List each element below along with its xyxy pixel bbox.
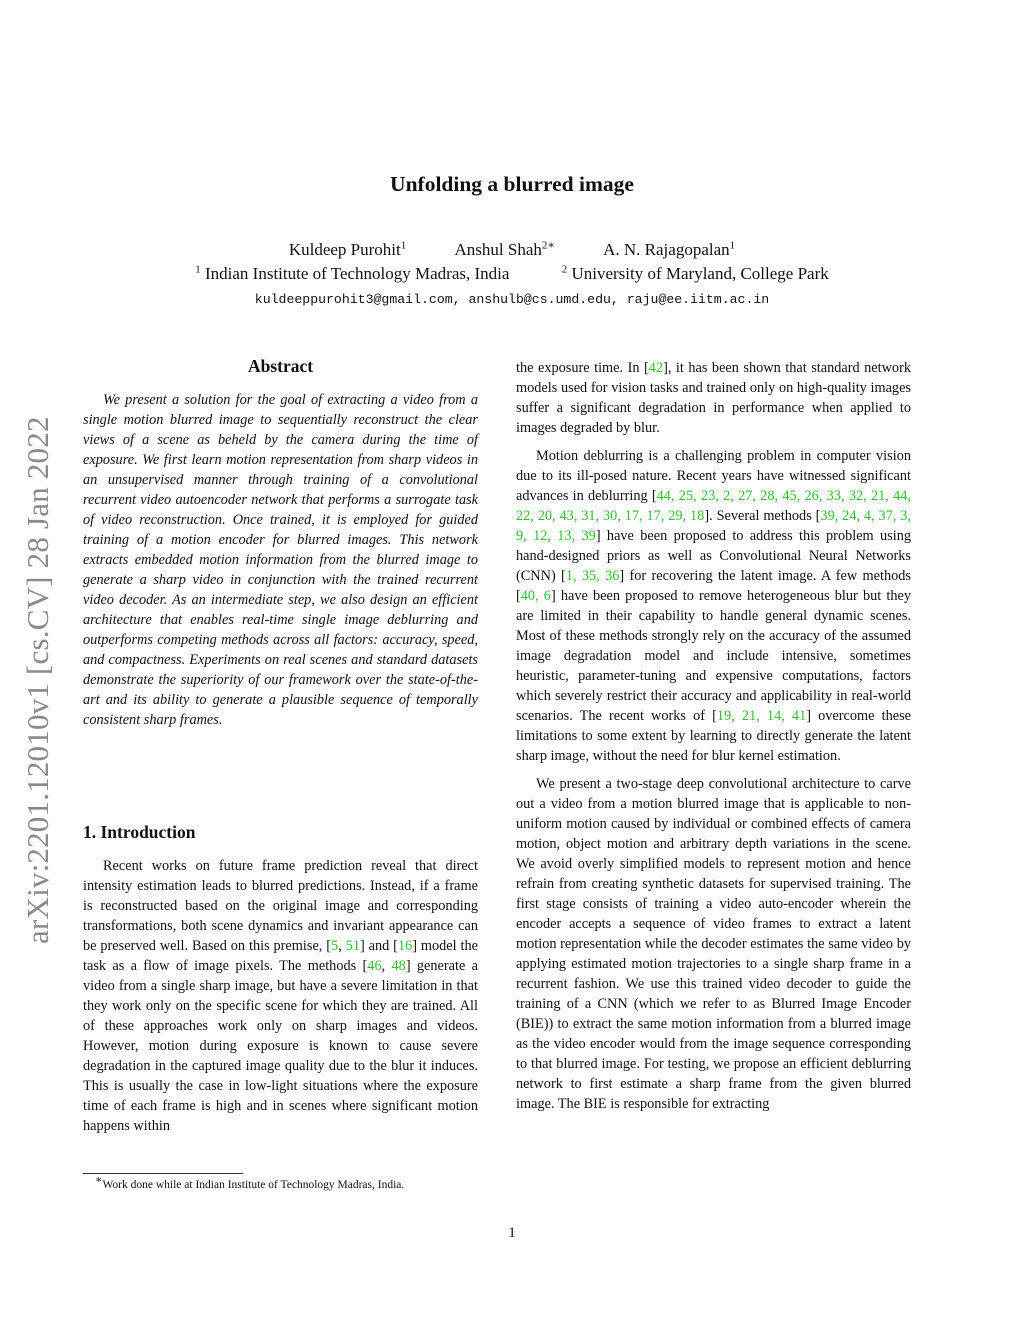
footnote-rule	[83, 1173, 243, 1174]
abstract-section	[83, 356, 478, 730]
author: A. N. Rajagopalan$^1$	[603, 239, 736, 259]
page-number: 1	[508, 1225, 516, 1241]
citation-links[interactable]: 44, 25, 23, 2, 27, 28, 45, 26, 33, 32, 21, 44, 22, 20, 43, 31, 30, 17, 17, 29, 18	[516, 488, 911, 524]
body-paragraph: Motion deblurring is a challenging problem in computer vision due to its ill-posed nature. Recent years have witnessed significant advances in deblurring [44, 25, 23, 2, 27, 28, 45, 26, 33, 32, 21, 44, 22, 20, 43, 31, 30, 17, 17, 29, 18]. Several methods [39, 24, 4, 37, 3, 9, 12, 13, 39] have been proposed to address this problem using hand-designed priors as well as Convolutional Neural Networks (CNN) [1, 35, 36] for recovering the latent image. A few methods [40, 6] have been proposed to remove heterogeneous blur but they are limited in their capability to handle general dynamic scenes. Most of these methods strongly rely on the accuracy of the assumed image degradation model and include intensive, sometimes heuristic, parameter-tuning and expensive computations, factors which severely restrict their accuracy and applicability in real-world scenarios. The recent works of [19, 21, 14, 41] overcome these limitations to some extent by learning to directly generate the latent sharp image, without the need for blur kernel estimation.	[516, 448, 912, 764]
introduction-paragraph: Recent works on future frame prediction reveal that direct intensity estimation leads to blurred predictions. Instead, if a frame is reconstructed based on the original image and corresponding transformations, both scene dynamics and invariant appearance can be preserved well. Based on this premise, [5, 51] and [16] model the task as a flow of image pixels. The methods [46, 48] generate a video from a single sharp image, but have a severe limitation in that they work only on the specific scene for which they are trained. All of these approaches work only on sharp images and videos. However, motion during exposure is known to cause severe degradation in the captured image quality due to the blur it induces. This is usually the case in low-light situations where the exposure time of each frame is high and in scenes where significant motion happens within	[83, 858, 479, 1134]
right-column	[516, 358, 911, 1114]
affiliation-list	[0, 264, 1024, 284]
citation-link[interactable]: 5	[331, 938, 339, 954]
introduction-section	[83, 822, 478, 1136]
author: Anshul Shah$^{2∗}$	[454, 239, 555, 259]
citation-links[interactable]: 40, 6	[520, 588, 551, 604]
affiliation: $^1$ Indian Institute of Technology Madras, India	[195, 263, 510, 283]
author-list	[0, 240, 1024, 260]
citation-links[interactable]: 19, 21, 14, 41	[716, 708, 807, 724]
author-emails: kuldeeppurohit3@gmail.com, anshulb@cs.umd.edu, raju@ee.iitm.ac.in	[254, 292, 770, 307]
abstract-text: We present a solution for the goal of extracting a video from a single motion blurred image to sequentially reconstruct the clear views of a scene as beheld by the camera during the time of exposure. We first learn motion representation from sharp videos in an unsupervised manner through training of a convolutional recurrent video autoencoder network that performs a surrogate task of video reconstruction. Once trained, it is employed for guided training of a motion encoder for blurred images. This network extracts embedded motion information from the blurred image to generate a sharp video in conjunction with the trained recurrent video decoder. As an intermediate step, we also design an efficient architecture that enables real-time single image deblurring and outperforms competing methods across all factors: accuracy, speed, and compactness. Experiments on real scenes and standard datasets demonstrate the superiority of our framework over the state-of-the-art and its ability to generate a plausible sequence of temporally consistent sharp frames.	[83, 392, 478, 728]
author: Kuldeep Purohit$^1$	[288, 239, 407, 259]
citation-links[interactable]: 39, 24, 4, 37, 3, 9, 12, 13, 39	[516, 508, 912, 544]
affiliation: $^2$ University of Maryland, College Park	[561, 263, 829, 283]
citation-link[interactable]: 46	[367, 958, 382, 974]
citation-link[interactable]: 51	[345, 938, 360, 954]
body-paragraph: We present a two-stage deep convolutional architecture to carve out a video from a motion blurred image that is applicable to non-uniform motion caused by individual or combined effects of camera motion, object motion and arbitrary depth variations in the scene. We avoid overly simplified models to represent motion and hence refrain from creating synthetic datasets for supervised training. The first stage consists of training a video auto-encoder wherein the encoder accepts a sequence of video frames to extract a latent motion representation while the decoder estimates the same video by applying estimated motion trajectories to a single sharp frame in a recurrent fashion. We use this trained video decoder to guide the training of a CNN (which we refer to as Blurred Image Encoder (BIE)) to extract the same motion information from a blurred image as the video encoder would from the image sequence corresponding to that blurred image. For testing, we propose an efficient deblurring network to first estimate a sharp frame from the given blurred image. The BIE is responsible for extracting	[516, 776, 911, 1112]
citation-link[interactable]: 16	[397, 938, 413, 954]
introduction-heading: 1. Introduction	[83, 822, 196, 842]
footnote: ∗Work done while at Indian Institute of Technology Madras, India.	[95, 1174, 405, 1191]
paper-title: Unfolding a blurred image	[390, 172, 634, 196]
citation-links[interactable]: 1, 35, 36	[565, 568, 620, 584]
citation-link[interactable]: 48	[391, 958, 406, 974]
arxiv-identifier: arXiv:2201.12010v1 [cs.CV] 28 Jan 2022	[20, 416, 55, 944]
body-paragraph: the exposure time. In [42], it has been shown that standard network models used for vision tasks and trained only on high-quality images suffer a significant degradation in performance when applied to images degraded by blur.	[516, 360, 911, 436]
citation-link[interactable]: 42	[648, 360, 664, 376]
abstract-heading: Abstract	[247, 356, 314, 376]
